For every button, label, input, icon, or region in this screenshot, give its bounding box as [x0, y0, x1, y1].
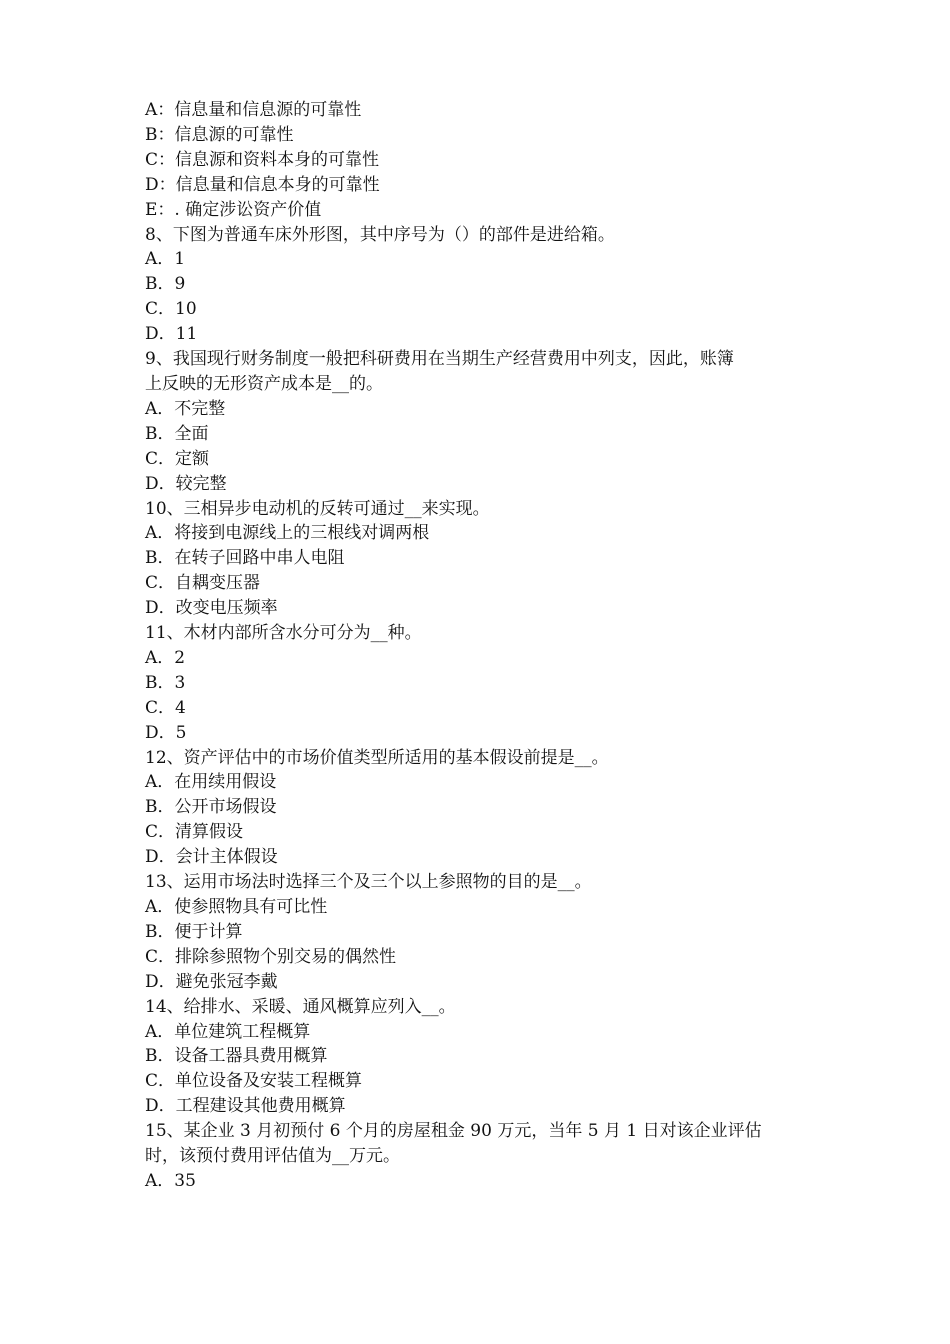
question-13-stem: 13、运用市场法时选择三个及三个以上参照物的目的是__。 [145, 872, 592, 893]
option-line: B．便于计算 [145, 921, 243, 942]
option-line: B．在转子回路中串人电阻 [145, 548, 345, 569]
text-line: C：信息源和资料本身的可靠性 [145, 149, 380, 170]
option-line: D．11 [145, 324, 198, 345]
option-line: D．会计主体假设 [145, 847, 278, 868]
option-line: C．自耦变压器 [145, 573, 261, 594]
option-line: A．在用续用假设 [145, 772, 277, 793]
question-9-stem-cont: 上反映的无形资产成本是__的。 [145, 373, 383, 394]
option-line: D．较完整 [145, 473, 227, 494]
option-line: B．公开市场假设 [145, 797, 277, 818]
option-line: D．改变电压频率 [145, 598, 278, 619]
question-10-stem: 10、三相异步电动机的反转可通过__来实现。 [145, 498, 490, 519]
option-line: B．设备工器具费用概算 [145, 1046, 328, 1067]
text-line: E：. 确定涉讼资产价值 [145, 199, 322, 220]
question-14-stem: 14、给排水、采暖、通风概算应列入__。 [145, 996, 456, 1017]
option-line: A．将接到电源线上的三根线对调两根 [145, 523, 430, 544]
option-line: A．单位建筑工程概算 [145, 1021, 311, 1042]
option-line: C．4 [145, 697, 186, 718]
option-line: C．清算假设 [145, 822, 244, 843]
option-line: C．10 [145, 299, 197, 320]
option-line: C．单位设备及安装工程概算 [145, 1071, 363, 1092]
text-line: A：信息量和信息源的可靠性 [145, 100, 362, 120]
text-line: B：信息源的可靠性 [145, 124, 294, 145]
document-text [145, 98, 815, 1194]
option-line: B．3 [145, 672, 186, 693]
option-line: C．定额 [145, 448, 210, 469]
option-line: A．1 [145, 249, 186, 270]
option-line: B．9 [145, 274, 186, 295]
option-line: D．5 [145, 722, 187, 743]
text-line: D：信息量和信息本身的可靠性 [145, 174, 380, 195]
option-line: A．不完整 [145, 398, 226, 419]
option-line: A．2 [145, 647, 186, 668]
question-9-stem: 9、我国现行财务制度一般把科研费用在当期生产经营费用中列支，因此，账簿 [145, 349, 734, 370]
option-line: D．避免张冠李戴 [145, 971, 278, 992]
option-line: C．排除参照物个别交易的偶然性 [145, 946, 397, 967]
option-line: A．使参照物具有可比性 [145, 897, 328, 917]
question-8-stem: 8、下图为普通车床外形图，其中序号为（）的部件是进给箱。 [145, 224, 615, 245]
option-line: D．工程建设其他费用概算 [145, 1096, 346, 1117]
question-15-stem-cont: 时，该预付费用评估值为__万元。 [145, 1146, 400, 1167]
question-11-stem: 11、木材内部所含水分可分为__种。 [145, 623, 422, 644]
question-15-stem: 15、某企业 3 月初预付 6 个月的房屋租金 90 万元，当年 5 月 1 日对该企业评估 [145, 1121, 762, 1142]
option-line: B．全面 [145, 423, 209, 444]
question-12-stem: 12、资产评估中的市场价值类型所适用的基本假设前提是__。 [145, 747, 609, 768]
option-line: A．35 [145, 1170, 196, 1191]
